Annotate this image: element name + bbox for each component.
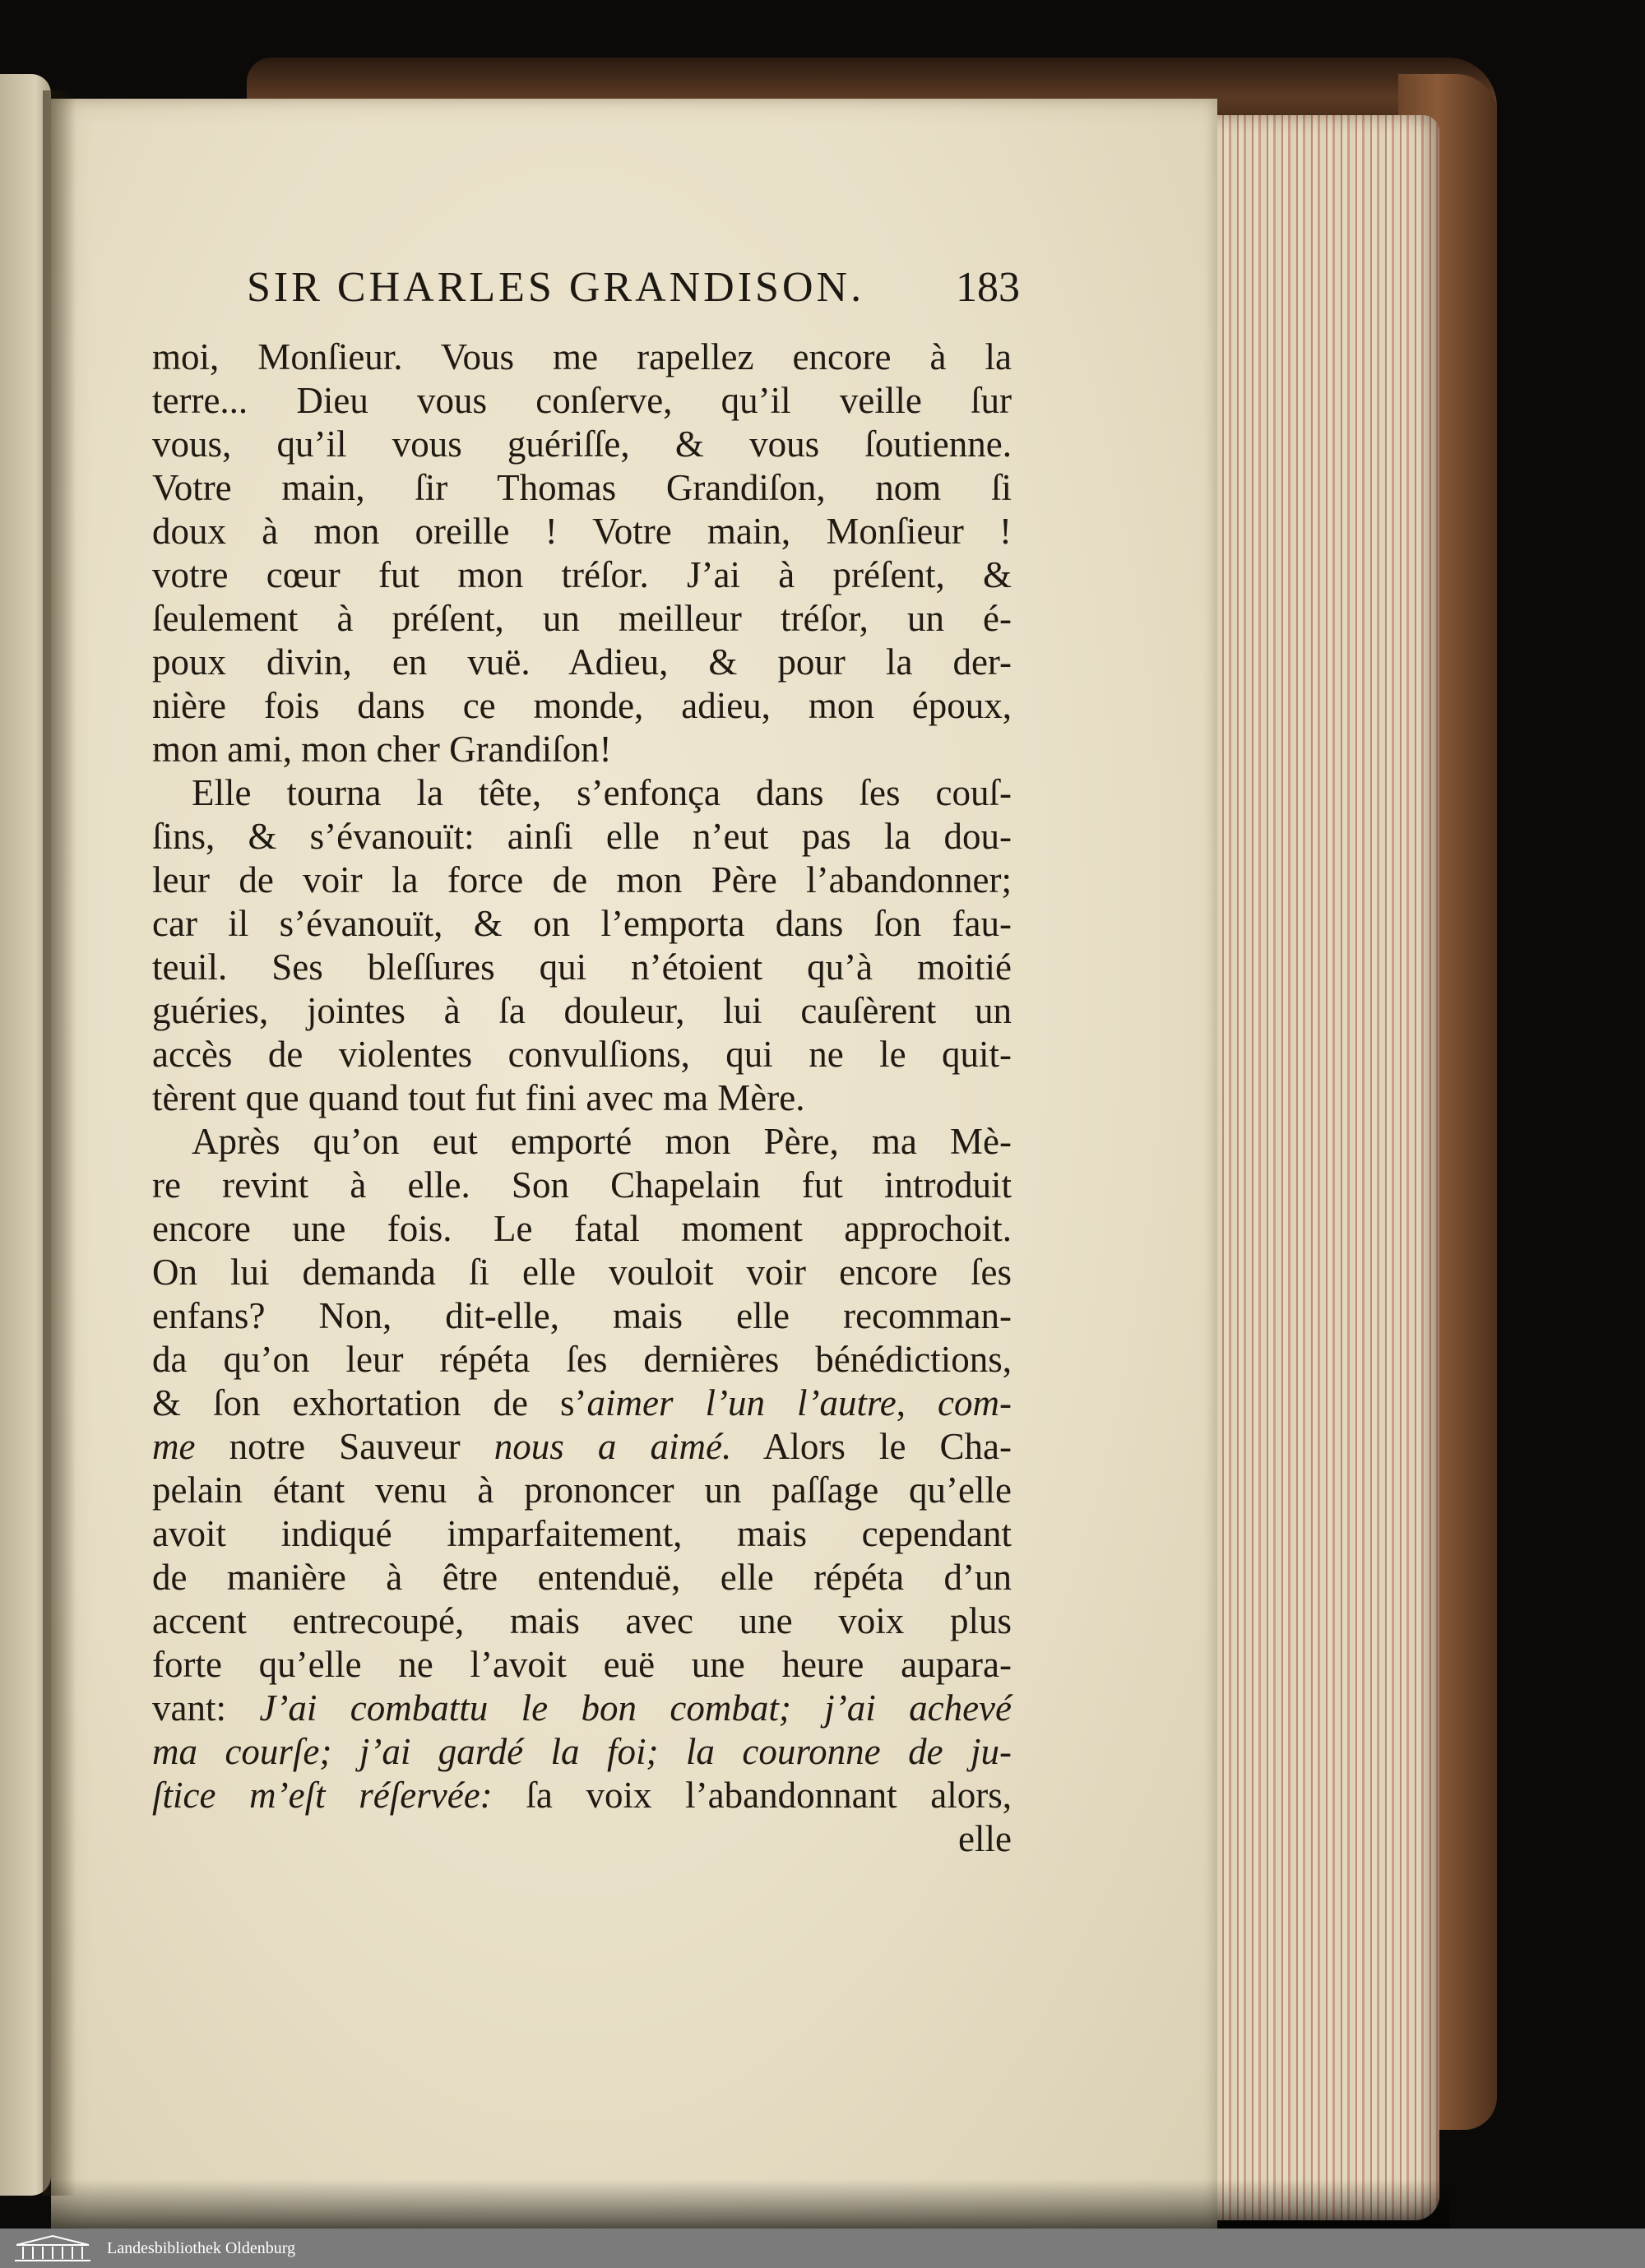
text-run: ſa voix l’abandonnant alors, <box>492 1775 1012 1816</box>
text-line: accès de violentes convulſions, qui ne le quit- <box>152 1034 1012 1075</box>
text-run: notre Sauveur <box>195 1426 494 1467</box>
page-fore-edges <box>1209 115 1439 2220</box>
text-line: encore une fois. Le fatal moment approchoit. <box>152 1208 1012 1249</box>
text-line: forte qu’elle ne l’avoit euë une heure aupara- <box>152 1644 1012 1685</box>
text-line: re revint à elle. Son Chapelain fut introduit <box>152 1164 1012 1206</box>
text-line: car il s’évanouït, & on l’emporta dans ſon fau- <box>152 903 1012 944</box>
library-name: Landesbibliothek Oldenburg <box>107 2239 296 2257</box>
text-line: Votre main, ſir Thomas Grandiſon, nom ſi <box>152 467 1012 508</box>
page-bottom-shadow <box>51 2179 1449 2229</box>
text-line <box>152 1774 1012 1817</box>
italic-run: nous a aimé. <box>494 1426 732 1467</box>
text-line: accent entrecoupé, mais avec une voix plus <box>152 1600 1012 1641</box>
text-line: poux divin, en vuë. Adieu, & pour la der- <box>152 641 1012 683</box>
text-line: vous, qu’il vous guériſſe, & vous ſoutienne. <box>152 424 1012 465</box>
text-line <box>152 1425 1012 1469</box>
text-line: pelain étant venu à prononcer un paſſage qu’elle <box>152 1470 1012 1511</box>
text-line: ſeulement à préſent, un meilleur tréſor, un é- <box>152 598 1012 639</box>
text-line: votre cœur fut mon tréſor. J’ai à préſent, & <box>152 554 1012 595</box>
text-line <box>152 1730 1012 1774</box>
text-line: de manière à être entenduë, elle répéta d’un <box>152 1557 1012 1598</box>
text-run: Alors le Cha- <box>731 1426 1012 1467</box>
gutter-shadow <box>43 90 76 2196</box>
text-line: On lui demanda ſi elle vouloit voir encore ſes <box>152 1252 1012 1293</box>
text-line: guéries, jointes à ſa douleur, lui cauſèrent un <box>152 990 1012 1031</box>
running-head: SIR CHARLES GRANDISON. <box>247 264 865 311</box>
text-line: enfans? Non, dit-elle, mais elle recomman- <box>152 1295 1012 1336</box>
italic-run: ſtice m’eſt réſervée: <box>152 1775 493 1816</box>
text-line: leur de voir la force de mon Père l’abandonner; <box>152 859 1012 900</box>
text-run: & ſon exhortation de s’ <box>152 1382 587 1423</box>
text-line: moi, Monſieur. Vous me rapellez encore à la <box>152 336 1012 377</box>
text-line <box>152 1382 1012 1425</box>
italic-run: com- <box>938 1382 1012 1423</box>
text-run: , <box>896 1382 938 1423</box>
text-line: Elle tourna la tête, s’enfonça dans ſes couſ- <box>192 772 1012 813</box>
page-number: 183 <box>956 264 1020 311</box>
text-line: ſins, & s’évanouït: ainſi elle n’eut pas la dou- <box>152 816 1012 857</box>
italic-run: aimer l’un l’autre <box>586 1382 897 1423</box>
text-run: vant: <box>152 1687 260 1729</box>
body-text <box>152 336 1012 1861</box>
italic-run: J’ai combattu le bon combat; j’ai achevé <box>259 1687 1012 1729</box>
text-line: nière fois dans ce monde, adieu, mon époux, <box>152 685 1012 726</box>
text-line: doux à mon oreille ! Votre main, Monſieur ! <box>152 511 1012 552</box>
text-line: Après qu’on eut emporté mon Père, ma Mè- <box>192 1121 1012 1162</box>
text-line: terre... Dieu vous conſerve, qu’il veille ſur <box>152 380 1012 421</box>
library-building-icon <box>12 2233 94 2263</box>
italic-run: me <box>152 1426 196 1467</box>
text-line: da qu’on leur répéta ſes dernières bénédictions, <box>152 1339 1012 1380</box>
text-line: mon ami, mon cher Grandiſon! <box>152 729 612 770</box>
italic-run: ma courſe; j’ai gardé la foi; la couronne de ju- <box>152 1731 1012 1772</box>
text-line: teuil. Ses bleſſures qui n’étoient qu’à moitié <box>152 947 1012 988</box>
text-line: avoit indiqué imparfaitement, mais cependant <box>152 1513 1012 1554</box>
catchword: elle <box>958 1818 1012 1859</box>
text-line: tèrent que quand tout fut fini avec ma Mère. <box>152 1077 805 1118</box>
text-line <box>152 1687 1012 1730</box>
